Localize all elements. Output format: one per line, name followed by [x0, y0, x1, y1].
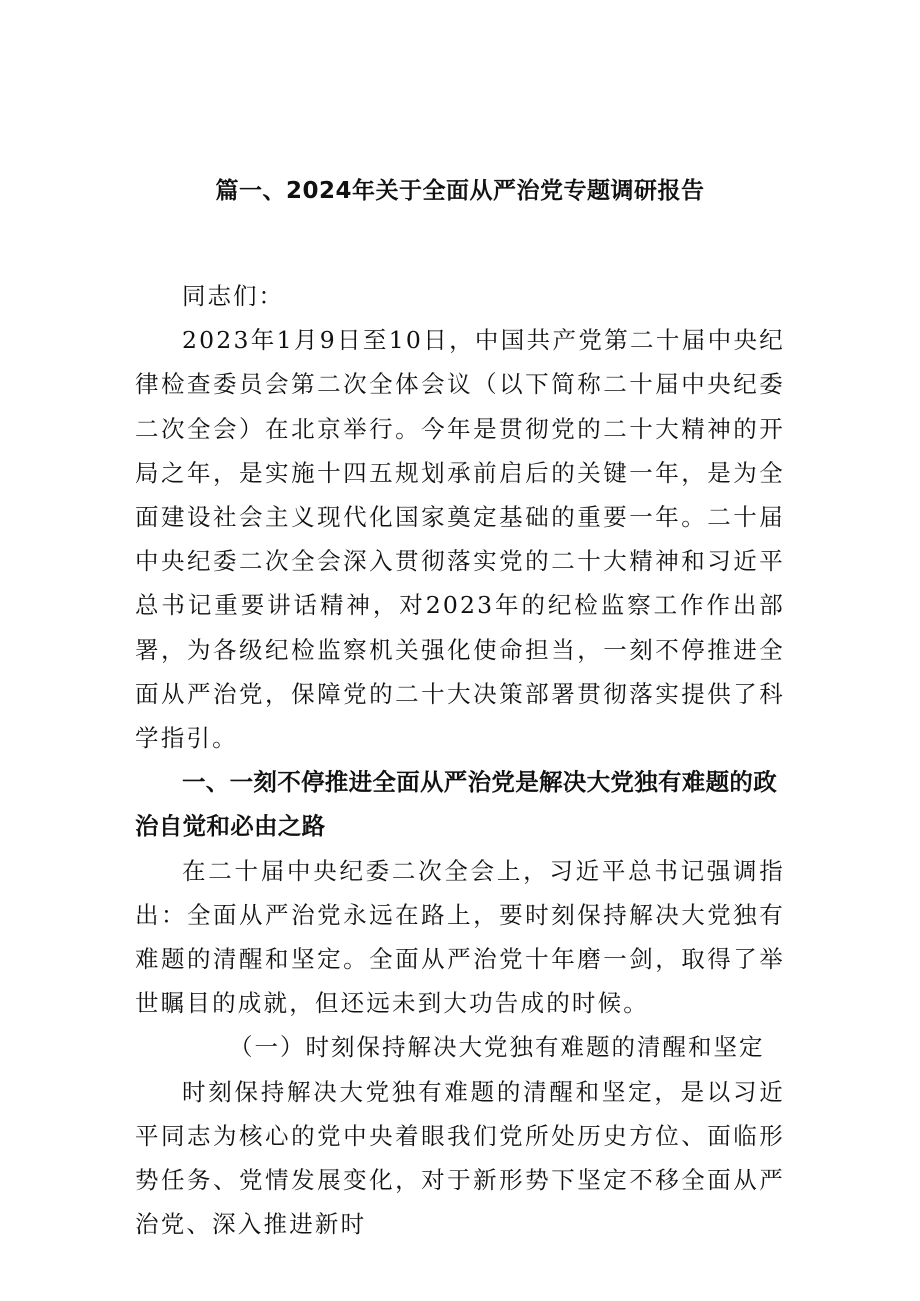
paragraph-intro: 2023年1月9日至10日，中国共产党第二十届中央纪律检查委员会第二次全体会议（以下简称二十届中央纪委二次全会）在北京举行。今年是贯彻党的二十大精神的开局之年，是实施十四五规划承前启后的关键一年，是为全面建设社会主义现代化国家奠定基础的重要一年。二十届中央纪委二次全会深入贯彻落实党的二十大精神和习近平总书记重要讲话精神，对2023年的纪检监察工作作出部署，为各级纪检监察机关强化使命担当，一刻不停推进全面从严治党，保障党的二十大决策部署贯彻落实提供了科学指引。: [135, 326, 785, 753]
greeting: 同志们：: [182, 282, 284, 310]
document-body: [135, 274, 785, 1246]
section-heading-1: 一、一刻不停推进全面从严治党是解决大党独有难题的政治自觉和必由之路: [135, 768, 777, 841]
paragraph-section-1: 在二十届中央纪委二次全会上，习近平总书记强调指出：全面从严治党永远在路上，要时刻保持解决大党独有难题的清醒和坚定。全面从严治党十年磨一剑，取得了举世瞩目的成就，但还远未到大功告成的时候。: [135, 856, 785, 1018]
subsection-heading-1: （一）时刻保持解决大党独有难题的清醒和坚定: [229, 1033, 765, 1062]
paragraph-subsection-1: 时刻保持解决大党独有难题的清醒和坚定，是以习近平同志为核心的党中央着眼我们党所处历史方位、面临形势任务、党情发展变化，对于新形势下坚定不移全面从严治党、深入推进新时: [135, 1077, 785, 1239]
document-title: 篇一、2024年关于全面从严治党专题调研报告: [215, 178, 705, 204]
